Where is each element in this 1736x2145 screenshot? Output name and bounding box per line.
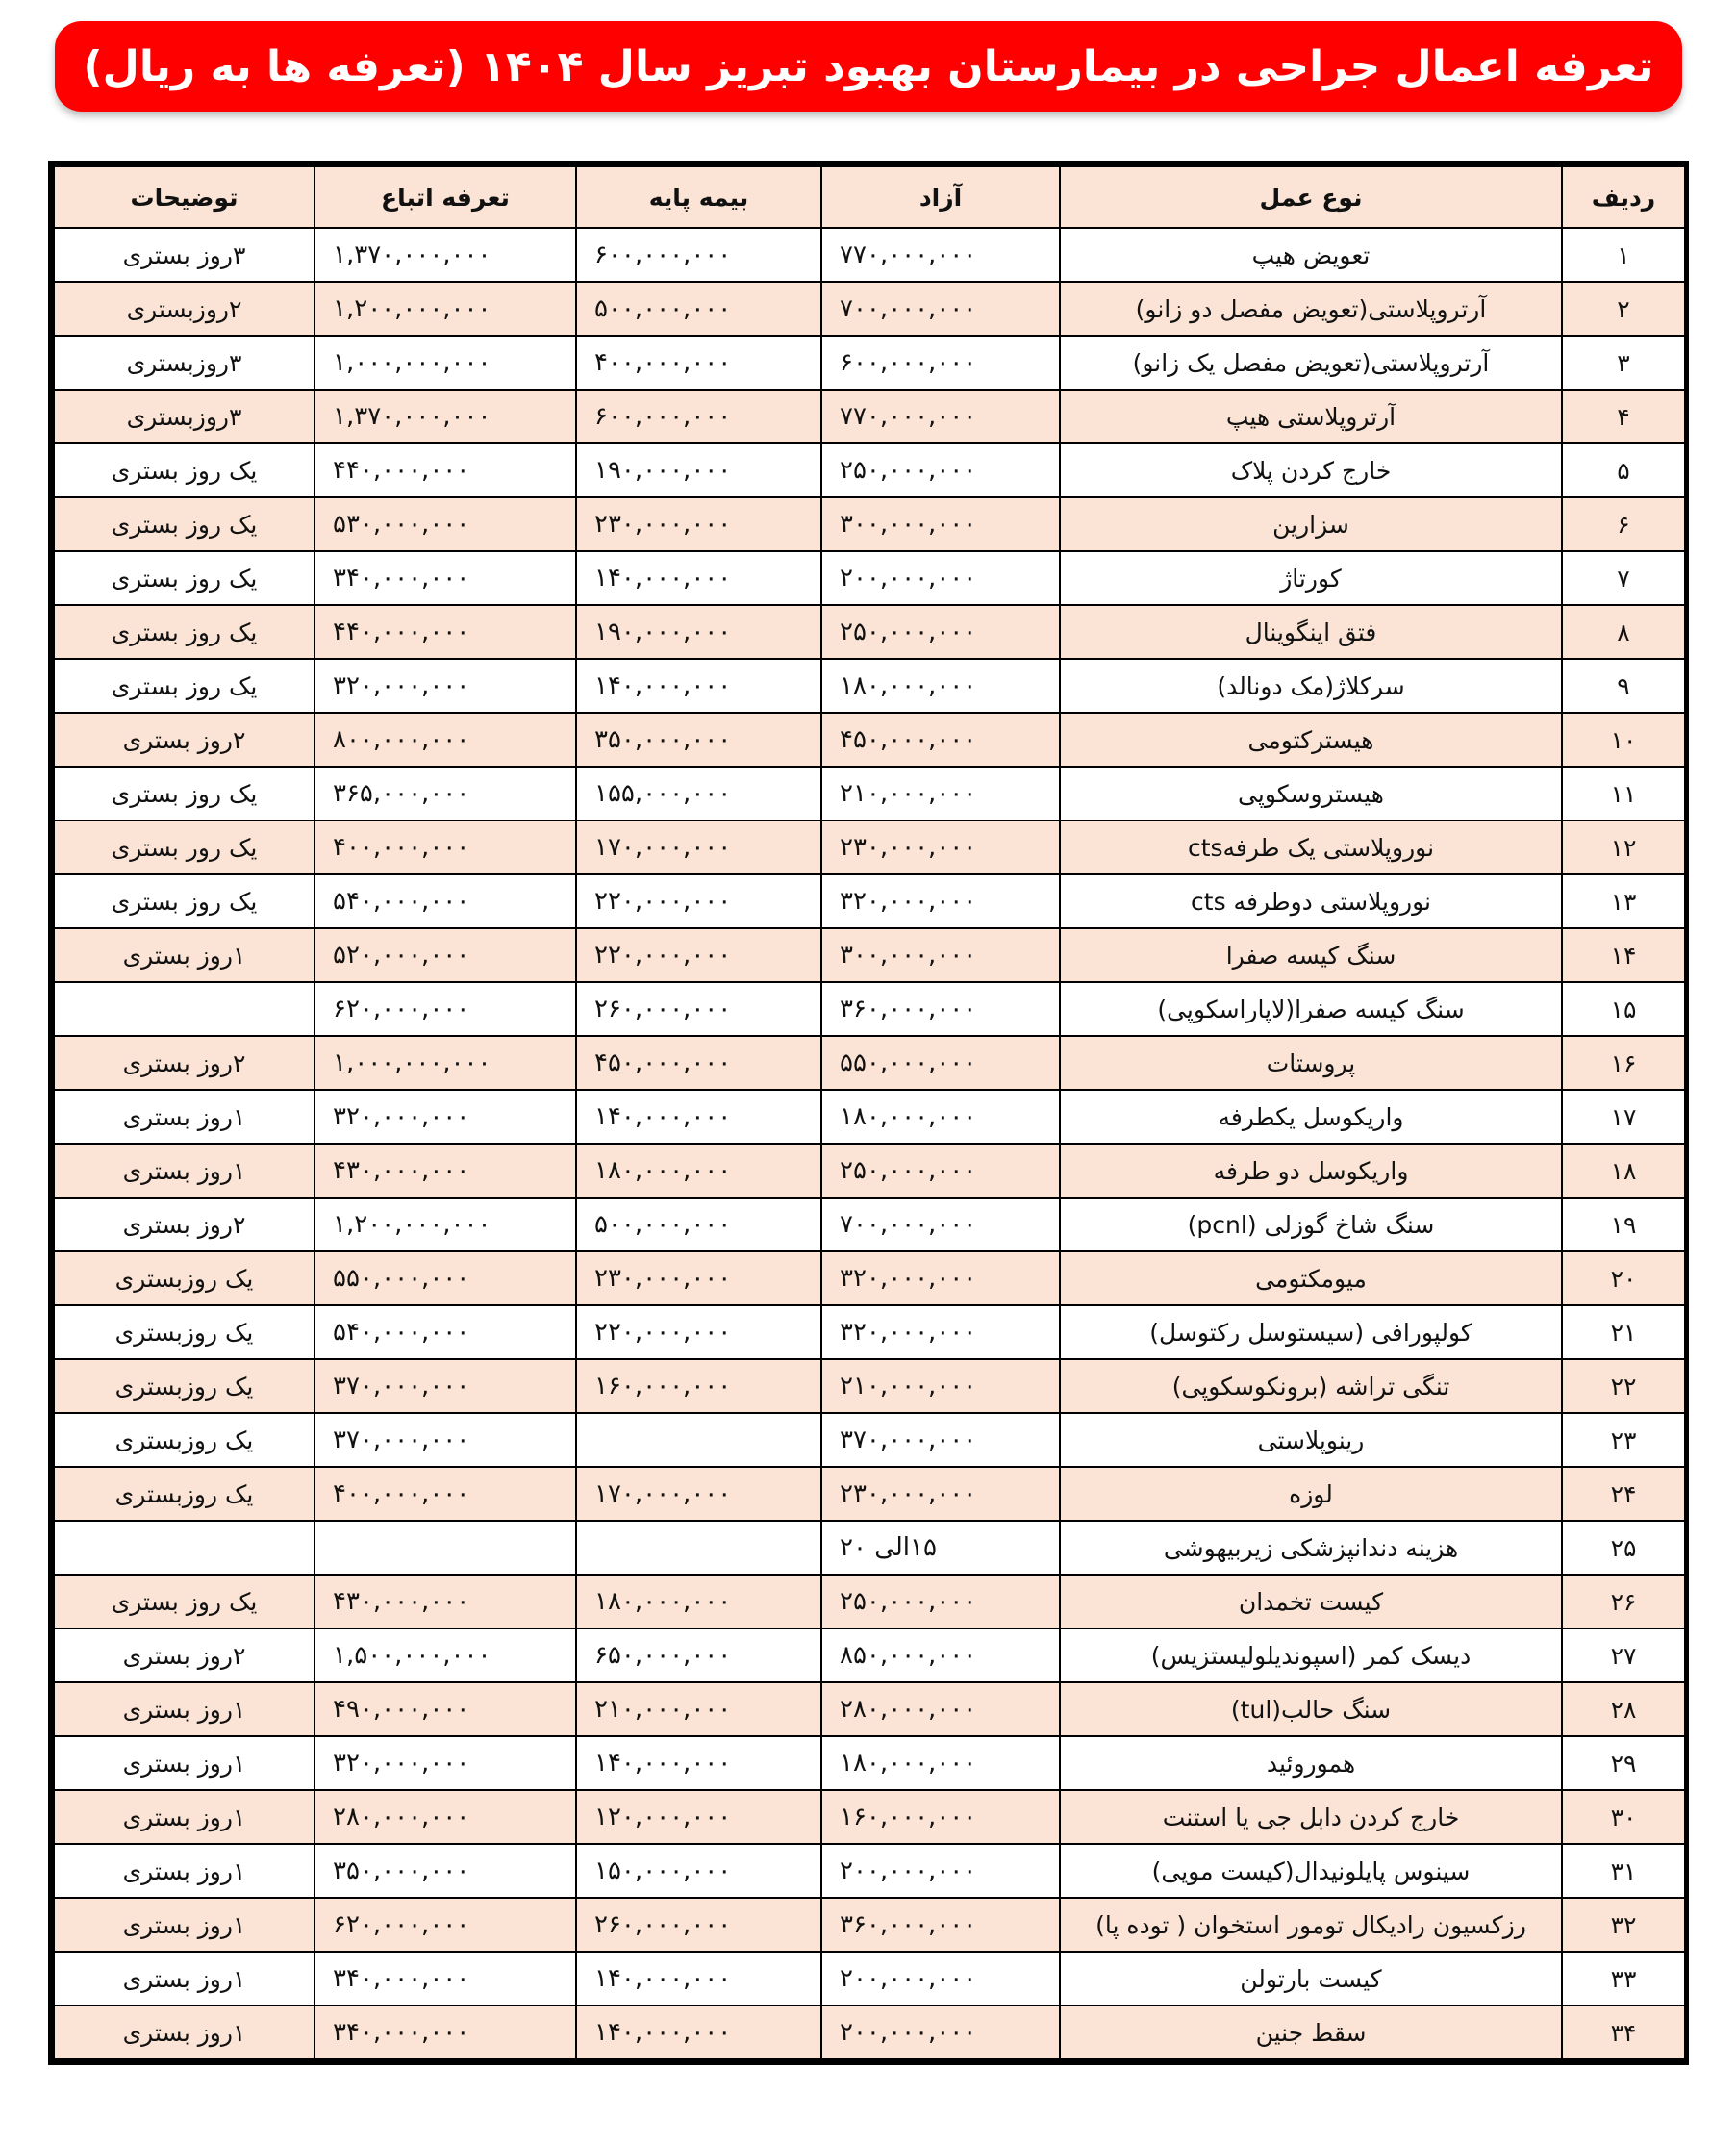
cell-idx: ۱۷ (1562, 1090, 1685, 1144)
cell-foreign: ۱,۰۰۰,۰۰۰,۰۰۰ (314, 1036, 576, 1090)
table-row (54, 1251, 1685, 1305)
table-row (54, 1628, 1685, 1682)
cell-foreign: ۳۴۰,۰۰۰,۰۰۰ (314, 1952, 576, 2006)
cell-basic: ۲۲۰,۰۰۰,۰۰۰ (576, 928, 821, 982)
cell-idx: ۱۲ (1562, 820, 1685, 874)
cell-basic: ۴۵۰,۰۰۰,۰۰۰ (576, 1036, 821, 1090)
cell-free: ۵۵۰,۰۰۰,۰۰۰ (821, 1036, 1060, 1090)
table-row (54, 282, 1685, 336)
table-row (54, 928, 1685, 982)
cell-idx: ۱۸ (1562, 1144, 1685, 1198)
cell-basic: ۲۲۰,۰۰۰,۰۰۰ (576, 1305, 821, 1359)
table-row (54, 1036, 1685, 1090)
table-row (54, 1952, 1685, 2006)
table-row (54, 767, 1685, 820)
cell-free: ۲۵۰,۰۰۰,۰۰۰ (821, 1144, 1060, 1198)
cell-desc: ۲روز بستری (54, 713, 314, 767)
cell-free: ۲۵۰,۰۰۰,۰۰۰ (821, 1575, 1060, 1628)
cell-foreign: ۴۰۰,۰۰۰,۰۰۰ (314, 820, 576, 874)
cell-foreign: ۱,۲۰۰,۰۰۰,۰۰۰ (314, 282, 576, 336)
cell-basic: ۱۷۰,۰۰۰,۰۰۰ (576, 1467, 821, 1521)
cell-name: پروستات (1060, 1036, 1562, 1090)
cell-name: لوزه (1060, 1467, 1562, 1521)
cell-idx: ۲۲ (1562, 1359, 1685, 1413)
cell-name: رینوپلاستی (1060, 1413, 1562, 1467)
cell-free: ۳۰۰,۰۰۰,۰۰۰ (821, 928, 1060, 982)
cell-idx: ۲۰ (1562, 1251, 1685, 1305)
table-row (54, 1736, 1685, 1790)
table-row (54, 390, 1685, 443)
cell-desc: یک روز بستری (54, 659, 314, 713)
cell-foreign: ۳۲۰,۰۰۰,۰۰۰ (314, 659, 576, 713)
header-basic: بیمه پایه (576, 166, 821, 228)
cell-foreign: ۳۴۰,۰۰۰,۰۰۰ (314, 2006, 576, 2059)
cell-free: ۷۰۰,۰۰۰,۰۰۰ (821, 1198, 1060, 1251)
cell-basic: ۱۹۰,۰۰۰,۰۰۰ (576, 605, 821, 659)
cell-foreign: ۳۷۰,۰۰۰,۰۰۰ (314, 1413, 576, 1467)
cell-foreign: ۳۶۵,۰۰۰,۰۰۰ (314, 767, 576, 820)
table-row (54, 820, 1685, 874)
cell-foreign: ۲۸۰,۰۰۰,۰۰۰ (314, 1790, 576, 1844)
table-row (54, 1575, 1685, 1628)
cell-foreign: ۶۲۰,۰۰۰,۰۰۰ (314, 1898, 576, 1952)
tariff-table-container (48, 161, 1689, 2065)
cell-desc: یک روز بستری (54, 551, 314, 605)
cell-desc: یک روز بستری (54, 874, 314, 928)
cell-basic: ۱۴۰,۰۰۰,۰۰۰ (576, 1952, 821, 2006)
table-row (54, 497, 1685, 551)
cell-desc: یک روزبستری (54, 1467, 314, 1521)
table-row (54, 1144, 1685, 1198)
cell-free: ۲۰۰,۰۰۰,۰۰۰ (821, 1844, 1060, 1898)
cell-foreign: ۱,۲۰۰,۰۰۰,۰۰۰ (314, 1198, 576, 1251)
cell-basic: ۱۹۰,۰۰۰,۰۰۰ (576, 443, 821, 497)
cell-free: ۸۵۰,۰۰۰,۰۰۰ (821, 1628, 1060, 1682)
title-banner (55, 21, 1682, 112)
cell-idx: ۱۱ (1562, 767, 1685, 820)
cell-name: دیسک کمر (اسپوندیلولیستزیس) (1060, 1628, 1562, 1682)
cell-basic: ۶۰۰,۰۰۰,۰۰۰ (576, 228, 821, 282)
cell-free: ۱۸۰,۰۰۰,۰۰۰ (821, 1090, 1060, 1144)
cell-foreign: ۴۴۰,۰۰۰,۰۰۰ (314, 605, 576, 659)
cell-name: هیسترکتومی (1060, 713, 1562, 767)
cell-free: ۳۷۰,۰۰۰,۰۰۰ (821, 1413, 1060, 1467)
cell-free: ۳۶۰,۰۰۰,۰۰۰ (821, 1898, 1060, 1952)
cell-idx: ۳۱ (1562, 1844, 1685, 1898)
cell-free: ۷۰۰,۰۰۰,۰۰۰ (821, 282, 1060, 336)
cell-desc: ۱روز بستری (54, 1790, 314, 1844)
cell-idx: ۲۴ (1562, 1467, 1685, 1521)
cell-foreign: ۳۴۰,۰۰۰,۰۰۰ (314, 551, 576, 605)
cell-free: ۲۳۰,۰۰۰,۰۰۰ (821, 1467, 1060, 1521)
cell-desc: ۲روز بستری (54, 1036, 314, 1090)
table-row (54, 1198, 1685, 1251)
cell-name: هموروئید (1060, 1736, 1562, 1790)
cell-name: کورتاژ (1060, 551, 1562, 605)
cell-basic: ۱۴۰,۰۰۰,۰۰۰ (576, 2006, 821, 2059)
cell-idx: ۲۷ (1562, 1628, 1685, 1682)
cell-name: آرتروپلاستی هیپ (1060, 390, 1562, 443)
table-row (54, 1467, 1685, 1521)
table-row (54, 2006, 1685, 2059)
cell-basic (576, 1521, 821, 1575)
cell-desc: ۲روز بستری (54, 1198, 314, 1251)
cell-foreign: ۳۲۰,۰۰۰,۰۰۰ (314, 1090, 576, 1144)
cell-free: ۳۲۰,۰۰۰,۰۰۰ (821, 1305, 1060, 1359)
cell-name: سرکلاژ(مک دونالد) (1060, 659, 1562, 713)
cell-name: سنگ کیسه صفرا (1060, 928, 1562, 982)
cell-basic: ۱۸۰,۰۰۰,۰۰۰ (576, 1144, 821, 1198)
cell-desc: ۱روز بستری (54, 1736, 314, 1790)
cell-free: ۲۸۰,۰۰۰,۰۰۰ (821, 1682, 1060, 1736)
cell-idx: ۱ (1562, 228, 1685, 282)
cell-basic: ۱۴۰,۰۰۰,۰۰۰ (576, 1090, 821, 1144)
tariff-table (53, 165, 1686, 2060)
cell-foreign: ۴۹۰,۰۰۰,۰۰۰ (314, 1682, 576, 1736)
cell-foreign: ۴۰۰,۰۰۰,۰۰۰ (314, 1467, 576, 1521)
table-row (54, 551, 1685, 605)
cell-basic: ۵۰۰,۰۰۰,۰۰۰ (576, 282, 821, 336)
cell-basic: ۱۴۰,۰۰۰,۰۰۰ (576, 659, 821, 713)
cell-foreign: ۱,۳۷۰,۰۰۰,۰۰۰ (314, 390, 576, 443)
cell-basic: ۱۸۰,۰۰۰,۰۰۰ (576, 1575, 821, 1628)
cell-desc: ۱روز بستری (54, 1844, 314, 1898)
cell-idx: ۲۳ (1562, 1413, 1685, 1467)
header-foreign: تعرفه اتباع (314, 166, 576, 228)
cell-free: ۱۸۰,۰۰۰,۰۰۰ (821, 659, 1060, 713)
cell-desc (54, 1521, 314, 1575)
cell-free: ۱۵الی ۲۰ (821, 1521, 1060, 1575)
cell-name: نوروپلاستی دوطرفه cts (1060, 874, 1562, 928)
cell-idx: ۲۵ (1562, 1521, 1685, 1575)
cell-basic: ۲۲۰,۰۰۰,۰۰۰ (576, 874, 821, 928)
cell-idx: ۳۲ (1562, 1898, 1685, 1952)
cell-name: سینوس پایلونیدال(کیست مویی) (1060, 1844, 1562, 1898)
cell-basic: ۱۴۰,۰۰۰,۰۰۰ (576, 551, 821, 605)
cell-idx: ۱۶ (1562, 1036, 1685, 1090)
cell-desc: ۲روزبستری (54, 282, 314, 336)
cell-desc: یک روز بستری (54, 443, 314, 497)
cell-idx: ۱۹ (1562, 1198, 1685, 1251)
cell-free: ۲۰۰,۰۰۰,۰۰۰ (821, 2006, 1060, 2059)
cell-idx: ۱۵ (1562, 982, 1685, 1036)
cell-free: ۳۲۰,۰۰۰,۰۰۰ (821, 874, 1060, 928)
table-row (54, 1090, 1685, 1144)
cell-name: واریکوسل یکطرفه (1060, 1090, 1562, 1144)
cell-name: سزارین (1060, 497, 1562, 551)
cell-name: رزکسیون رادیکال تومور استخوان ( توده پا) (1060, 1898, 1562, 1952)
cell-desc: یک رور بستری (54, 820, 314, 874)
cell-idx: ۳۳ (1562, 1952, 1685, 2006)
cell-free: ۴۵۰,۰۰۰,۰۰۰ (821, 713, 1060, 767)
cell-basic: ۶۵۰,۰۰۰,۰۰۰ (576, 1628, 821, 1682)
cell-desc: یک روز بستری (54, 1575, 314, 1628)
cell-name: کیست بارتولن (1060, 1952, 1562, 2006)
cell-idx: ۲ (1562, 282, 1685, 336)
cell-free: ۲۱۰,۰۰۰,۰۰۰ (821, 1359, 1060, 1413)
cell-idx: ۸ (1562, 605, 1685, 659)
cell-foreign: ۴۴۰,۰۰۰,۰۰۰ (314, 443, 576, 497)
cell-idx: ۱۳ (1562, 874, 1685, 928)
cell-free: ۳۰۰,۰۰۰,۰۰۰ (821, 497, 1060, 551)
cell-basic: ۱۵۵,۰۰۰,۰۰۰ (576, 767, 821, 820)
cell-name: هزینه دندانپزشکی زیربیهوشی (1060, 1521, 1562, 1575)
cell-free: ۷۷۰,۰۰۰,۰۰۰ (821, 228, 1060, 282)
cell-desc: ۱روز بستری (54, 1144, 314, 1198)
cell-desc: ۳روزبستری (54, 390, 314, 443)
cell-desc: ۱روز بستری (54, 1090, 314, 1144)
cell-idx: ۳۰ (1562, 1790, 1685, 1844)
cell-desc: ۱روز بستری (54, 1898, 314, 1952)
cell-foreign: ۱,۵۰۰,۰۰۰,۰۰۰ (314, 1628, 576, 1682)
cell-name: تعویض هیپ (1060, 228, 1562, 282)
table-row (54, 1790, 1685, 1844)
cell-free: ۲۳۰,۰۰۰,۰۰۰ (821, 820, 1060, 874)
cell-idx: ۱۴ (1562, 928, 1685, 982)
cell-name: سنگ کیسه صفرا(لاپاراسکوپی) (1060, 982, 1562, 1036)
cell-name: آرتروپلاستی(تعویض مفصل دو زانو) (1060, 282, 1562, 336)
table-row (54, 1898, 1685, 1952)
cell-name: کولپورافی (سیستوسل رکتوسل) (1060, 1305, 1562, 1359)
table-row (54, 1359, 1685, 1413)
cell-idx: ۲۸ (1562, 1682, 1685, 1736)
cell-foreign: ۵۳۰,۰۰۰,۰۰۰ (314, 497, 576, 551)
cell-foreign: ۱,۳۷۰,۰۰۰,۰۰۰ (314, 228, 576, 282)
cell-foreign: ۵۲۰,۰۰۰,۰۰۰ (314, 928, 576, 982)
cell-basic: ۱۴۰,۰۰۰,۰۰۰ (576, 1736, 821, 1790)
cell-foreign: ۳۷۰,۰۰۰,۰۰۰ (314, 1359, 576, 1413)
cell-desc: یک روز بستری (54, 767, 314, 820)
cell-foreign: ۵۴۰,۰۰۰,۰۰۰ (314, 1305, 576, 1359)
cell-desc: ۳روز بستری (54, 228, 314, 282)
cell-basic: ۵۰۰,۰۰۰,۰۰۰ (576, 1198, 821, 1251)
cell-name: آرتروپلاستی(تعویض مفصل یک زانو) (1060, 336, 1562, 390)
header-idx: ردیف (1562, 166, 1685, 228)
cell-free: ۲۰۰,۰۰۰,۰۰۰ (821, 551, 1060, 605)
cell-desc: ۱روز بستری (54, 1682, 314, 1736)
cell-foreign: ۴۳۰,۰۰۰,۰۰۰ (314, 1144, 576, 1198)
cell-basic: ۱۲۰,۰۰۰,۰۰۰ (576, 1790, 821, 1844)
cell-basic (576, 1413, 821, 1467)
cell-name: هیستروسکوپی (1060, 767, 1562, 820)
cell-free: ۲۰۰,۰۰۰,۰۰۰ (821, 1952, 1060, 2006)
table-row (54, 1521, 1685, 1575)
cell-free: ۷۷۰,۰۰۰,۰۰۰ (821, 390, 1060, 443)
cell-idx: ۵ (1562, 443, 1685, 497)
cell-free: ۱۸۰,۰۰۰,۰۰۰ (821, 1736, 1060, 1790)
cell-idx: ۷ (1562, 551, 1685, 605)
cell-free: ۶۰۰,۰۰۰,۰۰۰ (821, 336, 1060, 390)
cell-desc: ۱روز بستری (54, 1952, 314, 2006)
header-free: آزاد (821, 166, 1060, 228)
cell-basic: ۳۵۰,۰۰۰,۰۰۰ (576, 713, 821, 767)
cell-name: کیست تخمدان (1060, 1575, 1562, 1628)
header-desc: توضیحات (54, 166, 314, 228)
cell-foreign: ۱,۰۰۰,۰۰۰,۰۰۰ (314, 336, 576, 390)
cell-name: میومکتومی (1060, 1251, 1562, 1305)
cell-foreign: ۴۳۰,۰۰۰,۰۰۰ (314, 1575, 576, 1628)
cell-free: ۲۵۰,۰۰۰,۰۰۰ (821, 605, 1060, 659)
table-row (54, 982, 1685, 1036)
table-row (54, 874, 1685, 928)
table-row (54, 605, 1685, 659)
cell-name: سنگ شاخ گوزلی (pcnl) (1060, 1198, 1562, 1251)
cell-name: تنگی تراشه (برونکوسکوپی) (1060, 1359, 1562, 1413)
cell-desc: یک روز بستری (54, 605, 314, 659)
cell-foreign: ۵۵۰,۰۰۰,۰۰۰ (314, 1251, 576, 1305)
cell-desc: یک روزبستری (54, 1413, 314, 1467)
cell-name: خارج کردن پلاک (1060, 443, 1562, 497)
table-row (54, 1682, 1685, 1736)
cell-desc: ۳روزبستری (54, 336, 314, 390)
cell-free: ۲۱۰,۰۰۰,۰۰۰ (821, 767, 1060, 820)
cell-foreign (314, 1521, 576, 1575)
table-row (54, 228, 1685, 282)
cell-free: ۳۶۰,۰۰۰,۰۰۰ (821, 982, 1060, 1036)
cell-foreign: ۵۴۰,۰۰۰,۰۰۰ (314, 874, 576, 928)
cell-basic: ۲۶۰,۰۰۰,۰۰۰ (576, 1898, 821, 1952)
cell-idx: ۳۴ (1562, 2006, 1685, 2059)
cell-idx: ۹ (1562, 659, 1685, 713)
cell-foreign: ۸۰۰,۰۰۰,۰۰۰ (314, 713, 576, 767)
cell-desc: یک روزبستری (54, 1359, 314, 1413)
cell-idx: ۲۹ (1562, 1736, 1685, 1790)
table-row (54, 443, 1685, 497)
cell-desc: ۱روز بستری (54, 2006, 314, 2059)
cell-idx: ۱۰ (1562, 713, 1685, 767)
cell-idx: ۲۱ (1562, 1305, 1685, 1359)
cell-desc: یک روز بستری (54, 497, 314, 551)
cell-basic: ۱۵۰,۰۰۰,۰۰۰ (576, 1844, 821, 1898)
table-row (54, 713, 1685, 767)
table-row (54, 659, 1685, 713)
cell-desc: ۲روز بستری (54, 1628, 314, 1682)
cell-foreign: ۳۲۰,۰۰۰,۰۰۰ (314, 1736, 576, 1790)
cell-desc: یک روزبستری (54, 1251, 314, 1305)
cell-basic: ۴۰۰,۰۰۰,۰۰۰ (576, 336, 821, 390)
cell-basic: ۲۳۰,۰۰۰,۰۰۰ (576, 1251, 821, 1305)
cell-idx: ۳ (1562, 336, 1685, 390)
page-title: تعرفه اعمال جراحی در بیمارستان بهبود تبریز سال ۱۴۰۴ (تعرفه ها به ریال) (83, 41, 1654, 91)
cell-name: سنگ حالب(tul) (1060, 1682, 1562, 1736)
table-row (54, 1844, 1685, 1898)
cell-desc (54, 982, 314, 1036)
cell-name: خارج کردن دابل جی یا استنت (1060, 1790, 1562, 1844)
cell-basic: ۲۶۰,۰۰۰,۰۰۰ (576, 982, 821, 1036)
cell-basic: ۲۳۰,۰۰۰,۰۰۰ (576, 497, 821, 551)
header-name: نوع عمل (1060, 166, 1562, 228)
cell-idx: ۲۶ (1562, 1575, 1685, 1628)
cell-idx: ۶ (1562, 497, 1685, 551)
cell-name: واریکوسل دو طرفه (1060, 1144, 1562, 1198)
cell-idx: ۴ (1562, 390, 1685, 443)
cell-desc: ۱روز بستری (54, 928, 314, 982)
cell-desc: یک روزبستری (54, 1305, 314, 1359)
cell-basic: ۶۰۰,۰۰۰,۰۰۰ (576, 390, 821, 443)
table-row (54, 1413, 1685, 1467)
cell-free: ۲۵۰,۰۰۰,۰۰۰ (821, 443, 1060, 497)
cell-name: سقط جنین (1060, 2006, 1562, 2059)
table-row (54, 1305, 1685, 1359)
table-header-row (54, 166, 1685, 228)
cell-free: ۱۶۰,۰۰۰,۰۰۰ (821, 1790, 1060, 1844)
table-row (54, 336, 1685, 390)
cell-basic: ۱۶۰,۰۰۰,۰۰۰ (576, 1359, 821, 1413)
cell-foreign: ۶۲۰,۰۰۰,۰۰۰ (314, 982, 576, 1036)
cell-basic: ۱۷۰,۰۰۰,۰۰۰ (576, 820, 821, 874)
cell-name: فتق اینگوینال (1060, 605, 1562, 659)
cell-name: نوروپلاستی یک طرفهcts (1060, 820, 1562, 874)
cell-basic: ۲۱۰,۰۰۰,۰۰۰ (576, 1682, 821, 1736)
cell-free: ۳۲۰,۰۰۰,۰۰۰ (821, 1251, 1060, 1305)
cell-foreign: ۳۵۰,۰۰۰,۰۰۰ (314, 1844, 576, 1898)
